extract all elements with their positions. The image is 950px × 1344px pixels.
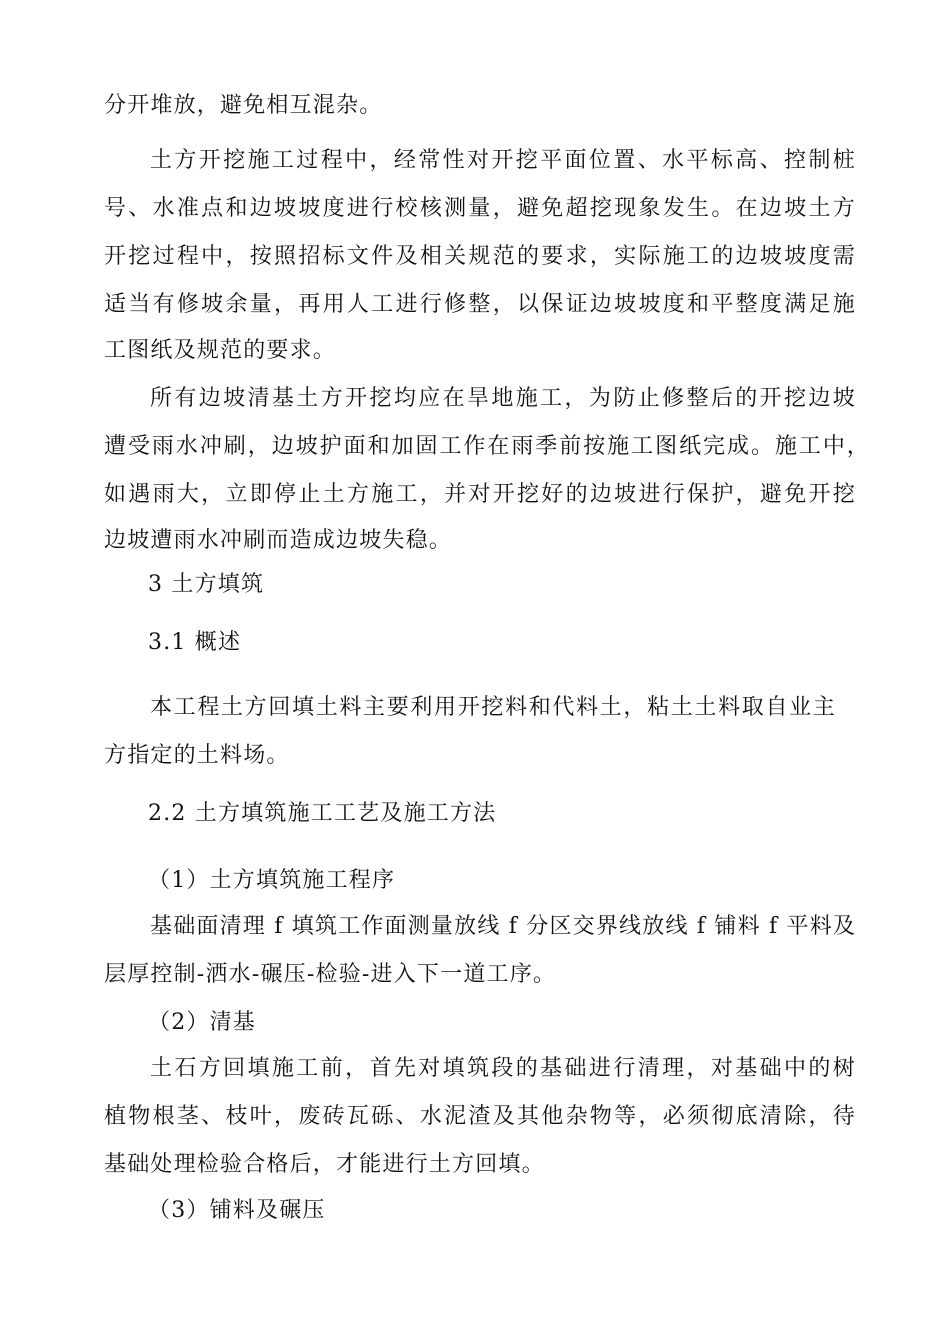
text-line: 开挖过程中，按照招标文件及相关规范的要求，实际施工的边坡坡度需 xyxy=(104,244,856,269)
text-line: 本工程土方回填土料主要利用开挖料和代料土，粘土土料取自业主 xyxy=(150,695,836,720)
text-line: 土石方回填施工前，首先对填筑段的基础进行清理，对基础中的树 xyxy=(150,1056,856,1081)
text-line: 基础处理检验合格后，才能进行土方回填。 xyxy=(104,1152,545,1177)
text-line: 层厚控制-洒水-碾压-检验-进入下一道工序。 xyxy=(104,962,557,987)
text-line: 适当有修坡余量，再用人工进行修整，以保证边坡坡度和平整度满足施 xyxy=(104,292,856,317)
text-line: 基础面清理 f 填筑工作面测量放线 f 分区交界线放线 f 铺料 f 平料及 xyxy=(150,914,857,939)
text-line: 如遇雨大，立即停止土方施工，并对开挖好的边坡进行保护，避免开挖 xyxy=(104,482,856,507)
text-line: 边坡遭雨水冲刷而造成边坡失稳。 xyxy=(104,528,453,553)
subsection-heading: （2）清基 xyxy=(148,1010,256,1035)
text-line: 工图纸及规范的要求。 xyxy=(104,338,337,363)
text-line: 号、水准点和边坡坡度进行校核测量，避免超挖现象发生。在边坡土方 xyxy=(104,196,856,221)
text-line: 植物根茎、枝叶，废砖瓦砾、水泥渣及其他杂物等，必须彻底清除，待 xyxy=(104,1104,856,1129)
subsection-heading: （1）土方填筑施工程序 xyxy=(148,868,396,893)
text-line: 分开堆放，避免相互混杂。 xyxy=(104,93,383,118)
section-heading: 3 土方填筑 xyxy=(148,572,265,597)
subsection-heading: （3）铺料及碾压 xyxy=(148,1198,326,1223)
section-heading: 3.1 概述 xyxy=(148,630,242,655)
text-line: 所有边坡清基土方开挖均应在旱地施工，为防止修整后的开挖边坡 xyxy=(150,386,856,411)
text-line: 遭受雨水冲刷，边坡护面和加固工作在雨季前按施工图纸完成。施工中， xyxy=(104,434,870,459)
section-heading: 2.2 土方填筑施工工艺及施工方法 xyxy=(148,801,497,826)
text-line: 方指定的土料场。 xyxy=(104,743,290,768)
text-line: 土方开挖施工过程中，经常性对开挖平面位置、水平标高、控制桩 xyxy=(150,148,856,173)
